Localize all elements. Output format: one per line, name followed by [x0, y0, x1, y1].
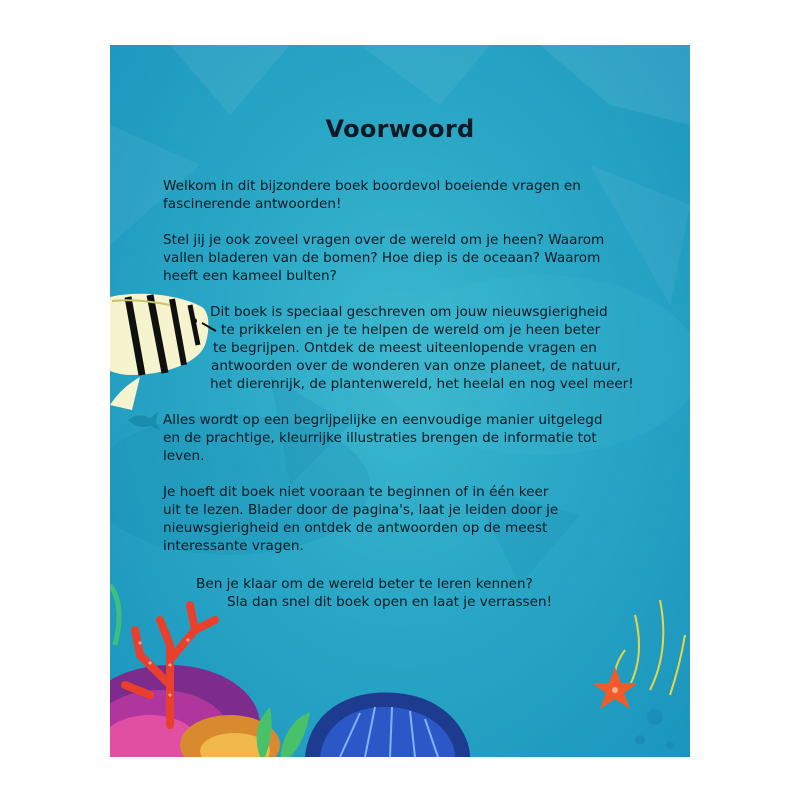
- paragraph-reading: [163, 483, 643, 555]
- text-line: Stel jij je ook zoveel vragen over de wereld om je heen? Waarom: [163, 232, 605, 248]
- text-line: Je hoeft dit boek niet vooraan te beginnen of in één keer: [163, 484, 549, 500]
- angelfish: [110, 294, 216, 410]
- text-line: te begrijpen. Ontdek de meest uiteenlopende vragen en: [213, 340, 597, 356]
- text-line: vallen bladeren van de bomen? Hoe diep is de oceaan? Waarom: [163, 250, 601, 266]
- text-line: Dit boek is speciaal geschreven om jouw nieuwsgierigheid: [210, 304, 608, 320]
- text-line: nieuwsgierigheid en ontdek de antwoorden op de meest: [163, 520, 548, 536]
- seaweed: [257, 707, 310, 757]
- paragraph-purpose: [210, 303, 650, 393]
- page-title: Voorwoord: [325, 115, 475, 143]
- paragraph-closing: [196, 575, 666, 611]
- orange-starfish: [592, 667, 638, 709]
- book-page: [110, 45, 690, 757]
- paragraph-explanation: [163, 411, 643, 465]
- text-line: en de prachtige, kleurrijke illustraties brengen de informatie tot: [163, 430, 597, 446]
- paragraph-questions: [163, 231, 643, 285]
- text-line: interessante vragen.: [163, 538, 304, 554]
- text-line: antwoorden over de wonderen van onze planeet, de natuur,: [211, 358, 621, 374]
- text-line: het dierenrijk, de plantenwereld, het heelal en nog veel meer!: [210, 376, 634, 392]
- text-line: fascinerende antwoorden!: [163, 196, 342, 212]
- paragraph-welcome: [163, 177, 643, 213]
- text-line: Welkom in dit bijzondere boek boordevol boeiende vragen en: [163, 178, 581, 194]
- text-line: Alles wordt op een begrijpelijke en eenvoudige manier uitgelegd: [163, 412, 603, 428]
- text-line: te prikkelen en je te helpen de wereld om je heen beter: [221, 322, 601, 338]
- text-line: Sla dan snel dit boek open en laat je verrassen!: [227, 594, 553, 610]
- underwater-background: [110, 45, 690, 757]
- purple-sea-anemone: [110, 665, 280, 757]
- blue-shell-coral: [305, 693, 470, 757]
- text-line: uit te lezen. Blader door de pagina's, laat je leiden door je: [163, 502, 559, 518]
- text-line: Ben je klaar om de wereld beter te leren kennen?: [196, 576, 533, 592]
- text-line: heeft een kameel bulten?: [163, 268, 337, 284]
- text-line: leven.: [163, 448, 205, 464]
